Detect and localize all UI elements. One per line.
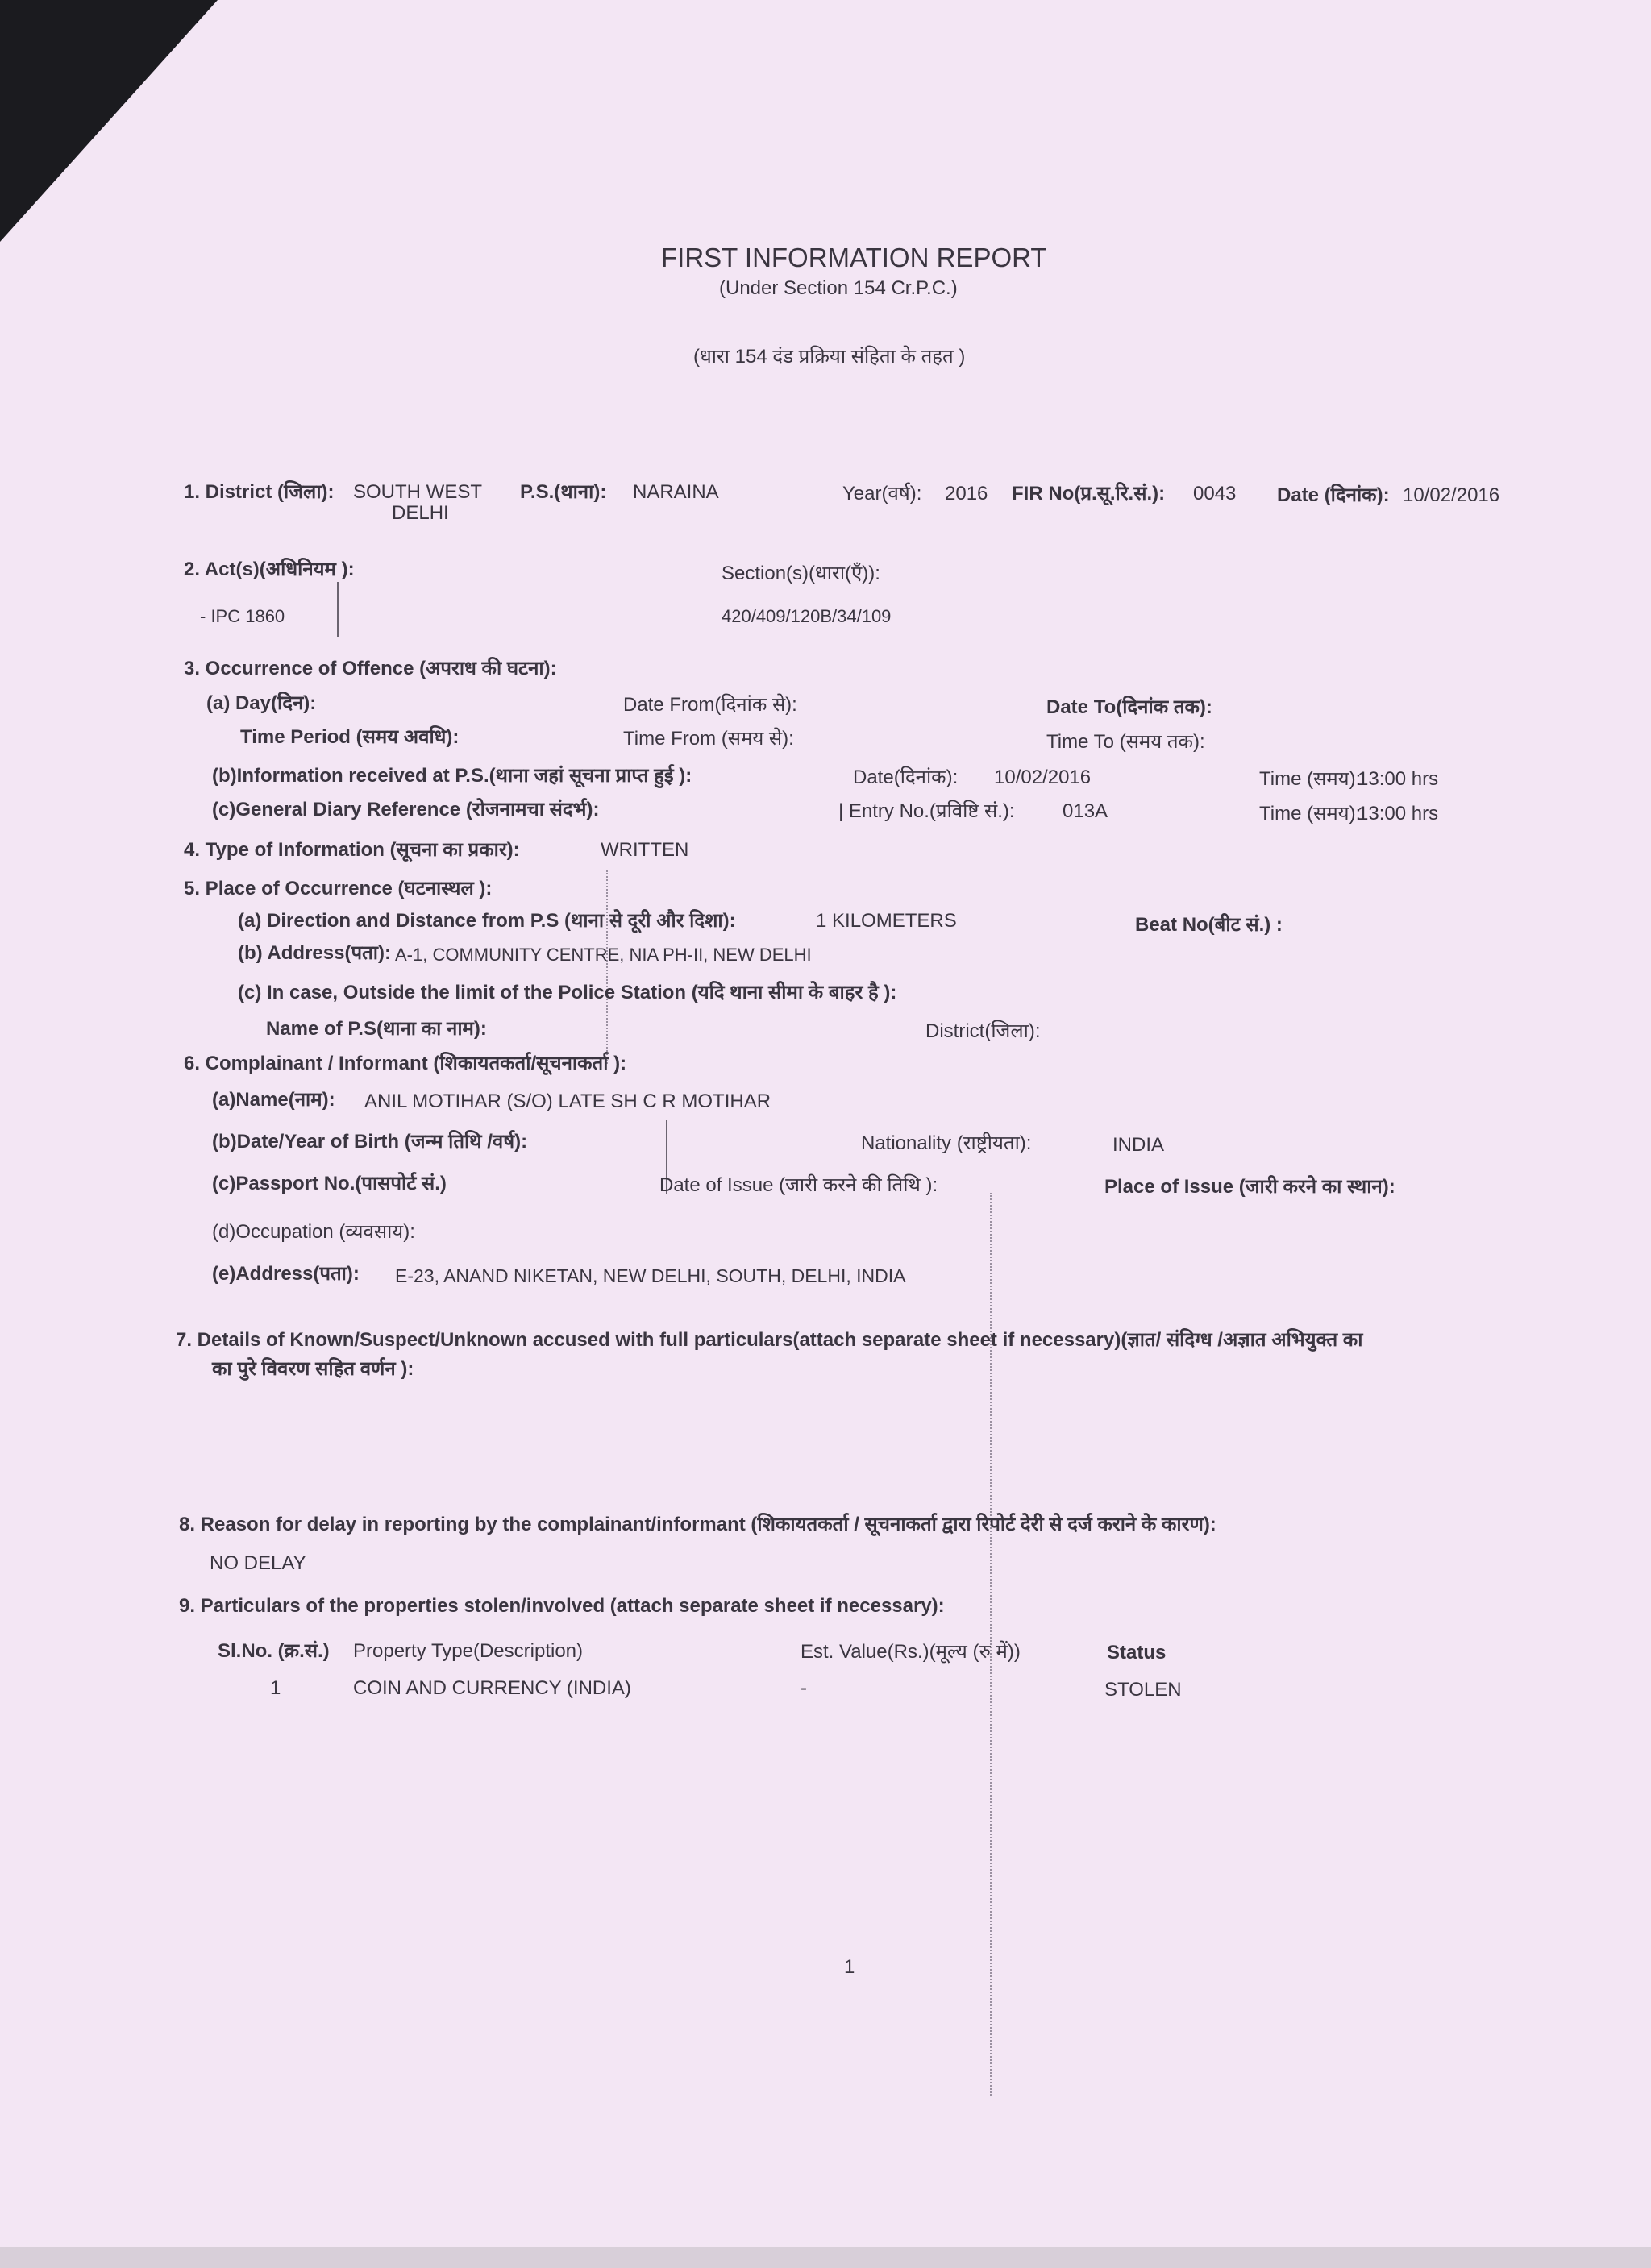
info-type-label: 4. Type of Information (सूचना का प्रकार): [184, 839, 520, 861]
place-district-label: District(जिला): [925, 1020, 1041, 1042]
time-from-label: Time From (समय से): [623, 728, 794, 750]
fir-value: 0043 [1193, 483, 1237, 505]
gd-time-value: 13:00 hrs [1358, 803, 1439, 825]
ps-label: P.S.(थाना): [520, 481, 607, 503]
nationality-label: Nationality (राष्ट्रीयता): [861, 1132, 1032, 1154]
entry-label: | Entry No.(प्रविष्टि सं.): [838, 800, 1015, 822]
passport-label: (c)Passport No.(पासपोर्ट सं.) [212, 1173, 447, 1194]
info-time-label: Time (समय): [1259, 768, 1362, 790]
row-value: - [801, 1677, 807, 1699]
gd-label: (c)General Diary Reference (रोजनामचा संदर्भ): [212, 799, 600, 820]
row-status: STOLEN [1104, 1679, 1182, 1701]
gd-time-label: Time (समय): [1259, 803, 1362, 825]
info-received-label: (b)Information received at P.S.(थाना जहां सूचना प्राप्त हुई ): [212, 765, 692, 787]
report-title: FIRST INFORMATION REPORT [661, 243, 1047, 272]
delay-reason-label: 8. Reason for delay in reporting by the complainant/informant (शिकायतकर्ता / सूचनाकर्ता द्वारा रिपोर्ट देरी से दर्ज कराने के कारण): [179, 1514, 1216, 1535]
complainant-address-value: E-23, ANAND NIKETAN, NEW DELHI, SOUTH, DELHI, INDIA [395, 1265, 906, 1286]
date-to-label: Date To(दिनांक तक): [1046, 696, 1212, 718]
accused-details-label-line2: का पुरे विवरण सहित वर्णन ): [212, 1358, 414, 1380]
scan-bottom-edge [0, 2247, 1651, 2268]
dob-label: (b)Date/Year of Birth (जन्म तिथि /वर्ष): [212, 1131, 528, 1153]
direction-value: 1 KILOMETERS [816, 910, 957, 932]
date-of-issue-label: Date of Issue (जारी करने की तिथि ): [659, 1174, 938, 1196]
year-label: Year(वर्ष): [842, 483, 922, 505]
fir-label: FIR No(प्र.सू.रि.सं.): [1012, 483, 1166, 505]
date-label: Date (दिनांक): [1277, 484, 1390, 506]
scan-corner-shadow [0, 0, 218, 242]
info-type-value: WRITTEN [601, 839, 689, 861]
complainant-name-value: ANIL MOTIHAR (S/O) LATE SH C R MOTIHAR [364, 1090, 771, 1112]
date-from-label: Date From(दिनांक से): [623, 694, 797, 716]
place-address-label: (b) Address(पता): [238, 942, 391, 964]
row-slno: 1 [270, 1677, 281, 1699]
direction-label: (a) Direction and Distance from P.S (थाना से दूरी और दिशा): [238, 910, 736, 932]
entry-value: 013A [1063, 800, 1108, 822]
sections-value: 420/409/120B/34/109 [722, 606, 892, 626]
beat-label: Beat No(बीट सं.) : [1135, 914, 1283, 936]
col-type-header: Property Type(Description) [353, 1640, 583, 1662]
ps-name-label: Name of P.S(थाना का नाम): [266, 1018, 487, 1040]
info-time-value: 13:00 hrs [1358, 768, 1439, 790]
row-type: COIN AND CURRENCY (INDIA) [353, 1677, 631, 1699]
complainant-heading: 6. Complainant / Informant (शिकायतकर्ता/सूचनाकर्ता ): [184, 1053, 627, 1074]
info-date-value: 10/02/2016 [994, 766, 1092, 788]
page-number: 1 [844, 1956, 855, 1978]
complainant-address-label: (e)Address(पता): [212, 1263, 360, 1285]
accused-details-label: 7. Details of Known/Suspect/Unknown accused with full particulars(attach separate sheet if necessary)(ज्ञात/ संदिग्ध /अज्ञात अभियुक्त का [176, 1329, 1363, 1351]
district-value-line2: DELHI [392, 502, 449, 524]
info-date-label: Date(दिनांक): [853, 766, 959, 788]
place-heading: 5. Place of Occurrence (घटनास्थल ): [184, 878, 493, 899]
nationality-value: INDIA [1112, 1134, 1165, 1156]
place-of-issue-label: Place of Issue (जारी करने का स्थान): [1104, 1176, 1395, 1198]
outside-limit-label: (c) In case, Outside the limit of the Police Station (यदि थाना सीमा के बाहर है ): [238, 982, 897, 1003]
act-value: - IPC 1860 [200, 606, 285, 626]
report-subtitle-hindi: (धारा 154 दंड प्रक्रिया संहिता के तहत ) [693, 346, 966, 368]
sections-label: Section(s)(धारा(एँ)): [722, 563, 880, 584]
place-address-value: A-1, COMMUNITY CENTRE, NIA PH-II, NEW DELHI [395, 945, 812, 965]
complainant-name-label: (a)Name(नाम): [212, 1089, 335, 1111]
properties-heading: 9. Particulars of the properties stolen/involved (attach separate sheet if necessary): [179, 1595, 945, 1617]
day-label: (a) Day(दिन): [206, 692, 317, 714]
col-slno-header: Sl.No. (क्र.सं.) [218, 1640, 330, 1662]
time-period-label: Time Period (समय अवधि): [240, 726, 460, 748]
act-divider [337, 582, 339, 637]
year-value: 2016 [945, 483, 988, 505]
ps-value: NARAINA [633, 481, 719, 503]
date-value: 10/02/2016 [1403, 484, 1500, 506]
report-subtitle: (Under Section 154 Cr.P.C.) [719, 277, 958, 299]
time-to-label: Time To (समय तक): [1046, 731, 1205, 753]
district-label: 1. District (जिला): [184, 481, 335, 503]
col-status-header: Status [1107, 1642, 1167, 1664]
occurrence-heading: 3. Occurrence of Offence (अपराध की घटना): [184, 658, 557, 679]
occupation-label: (d)Occupation (व्यवसाय): [212, 1221, 415, 1243]
district-value: SOUTH WEST [353, 481, 482, 503]
acts-label: 2. Act(s)(अधिनियम ): [184, 559, 355, 580]
fold-mark [606, 870, 608, 1064]
col-value-header: Est. Value(Rs.)(मूल्य (रु में)) [801, 1641, 1021, 1663]
delay-reason-value: NO DELAY [210, 1552, 306, 1574]
